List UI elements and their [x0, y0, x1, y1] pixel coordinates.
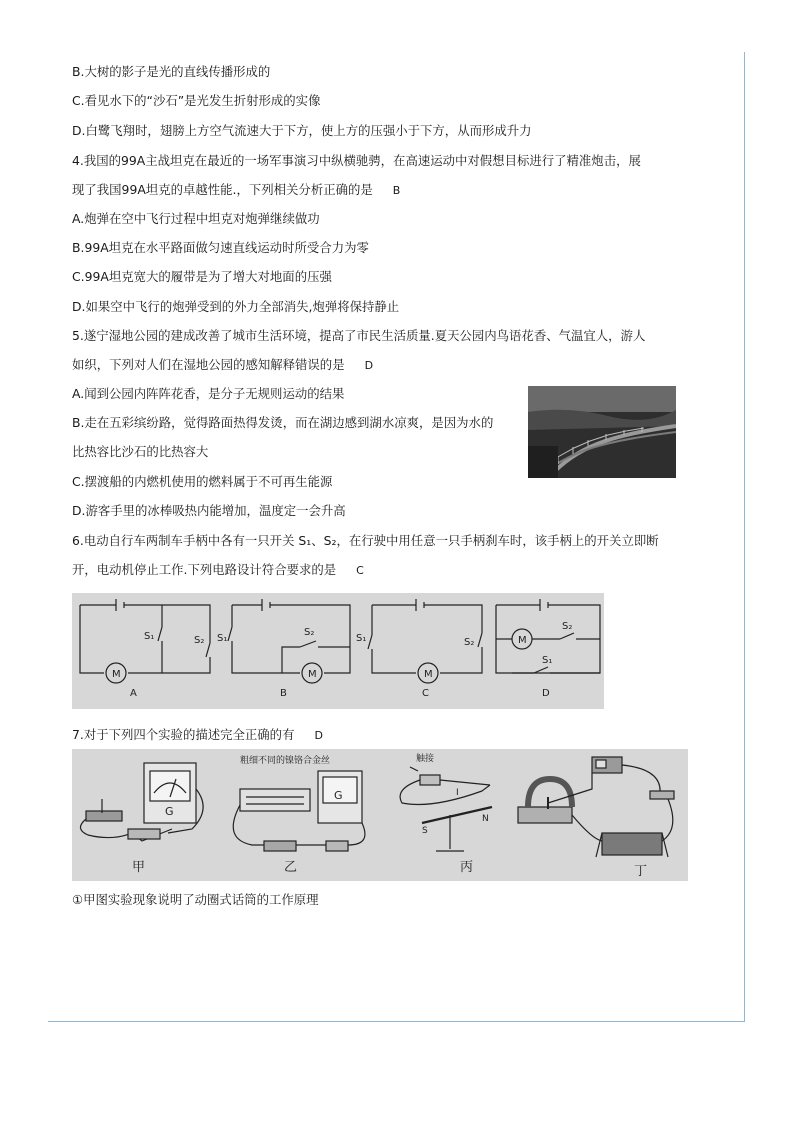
- circuit-a: [80, 599, 210, 699]
- circuit-diagrams: [72, 593, 604, 709]
- galvanometer-yi-label: G: [334, 789, 343, 802]
- question-4-answer: B: [392, 184, 401, 197]
- page-border-right: [744, 52, 745, 1022]
- option-5B-line2: 比热容比沙石的比热容大: [72, 444, 209, 459]
- label-yi: 乙: [284, 860, 298, 875]
- statement-1: ①甲图实验现象说明了动圈式话筒的工作原理: [72, 892, 319, 907]
- option-3C: C.看见水下的“沙石”是光发生折射形成的实像: [72, 93, 321, 108]
- circuit-b: [217, 599, 350, 699]
- option-label-b: B: [280, 688, 287, 699]
- motor-c-label: M: [424, 669, 433, 680]
- yi-title: 粗细不同的镍铬合金丝: [240, 756, 331, 766]
- option-4B: B.99A坦克在水平路面做匀速直线运动时所受合力为零: [72, 240, 369, 255]
- s1-c-label: S₁: [356, 633, 367, 644]
- s2-b-label: S₂: [304, 627, 315, 638]
- motor-a-label: M: [112, 669, 121, 680]
- south-pole-label: S: [422, 826, 428, 836]
- wetland-photo: [528, 386, 676, 478]
- galvanometer-jia-label: G: [165, 805, 174, 818]
- page-border-bottom: [48, 1021, 745, 1022]
- experiment-ding: [518, 757, 674, 879]
- label-ding: 丁: [634, 864, 648, 879]
- s2-c-label: S₂: [464, 637, 475, 648]
- motor-d-label: M: [518, 635, 527, 646]
- question-7-text: 7.对于下列四个实验的描述完全正确的有: [72, 727, 295, 742]
- experiment-bing: [400, 752, 492, 875]
- option-label-d: D: [542, 688, 550, 699]
- question-4-line1: 4.我国的99A主战坦克在最近的一场军事演习中纵横驰骋，在高速运动中对假想目标进行了精准炮击，展: [72, 153, 641, 168]
- experiment-yi: [233, 754, 365, 875]
- question-7: [72, 727, 323, 744]
- question-5-answer: D: [364, 359, 374, 372]
- option-4A: A.炮弹在空中飞行过程中坦克对炮弹继续做功: [72, 211, 320, 226]
- option-5A: A.闻到公园内阵阵花香，是分子无规则运动的结果: [72, 386, 345, 401]
- s2-a-label: S₂: [194, 635, 205, 646]
- s2-d-label: S₂: [562, 621, 573, 632]
- s1-d-label: S₁: [542, 655, 553, 666]
- label-bing: 丙: [460, 860, 474, 875]
- option-label-c: C: [422, 688, 429, 699]
- question-5-text: 如织，下列对人们在湿地公园的感知解释错误的是: [72, 357, 345, 372]
- s1-b-label: S₁: [217, 633, 228, 644]
- s1-a-label: S₁: [144, 631, 155, 642]
- option-3D: D.白鹭飞翔时，翅膀上方空气流速大于下方，使上方的压强小于下方，从而形成升力: [72, 123, 532, 138]
- question-6-line2: [72, 562, 364, 579]
- current-label: I: [456, 788, 459, 798]
- question-4-line2: [72, 182, 400, 199]
- option-5C: C.摆渡船的内燃机使用的燃料属于不可再生能源: [72, 474, 333, 489]
- experiment-illustrations: [72, 749, 688, 881]
- label-jia: 甲: [132, 860, 146, 875]
- north-pole-label: N: [482, 814, 489, 824]
- experiment-jia: [80, 763, 203, 875]
- circuit-d: [496, 599, 600, 699]
- bing-touch-label: 触接: [416, 754, 435, 764]
- question-4-text: 现了我国99A坦克的卓越性能.，下列相关分析正确的是: [72, 182, 373, 197]
- option-5D: D.游客手里的冰棒吸热内能增加，温度定一会升高: [72, 503, 346, 518]
- option-label-a: A: [130, 688, 137, 699]
- question-5-line2: [72, 357, 373, 374]
- motor-b-label: M: [308, 669, 317, 680]
- question-6-answer: C: [356, 564, 364, 577]
- option-4D: D.如果空中飞行的炮弹受到的外力全部消失,炮弹将保持静止: [72, 299, 400, 314]
- question-5-line1: 5.遂宁湿地公园的建成改善了城市生活环境，提高了市民生活质量.夏天公园内鸟语花香、气温宜人，游人: [72, 328, 646, 343]
- question-6-line1: 6.电动自行车两制车手柄中各有一只开关 S₁、S₂，在行驶中用任意一只手柄刹车时，该手柄上的开关立即断: [72, 533, 659, 548]
- option-5B-line1: B.走在五彩缤纷路，觉得路面热得发烫，而在湖边感到湖水凉爽，是因为水的: [72, 415, 494, 430]
- question-6-text: 开，电动机停止工作.下列电路设计符合要求的是: [72, 562, 337, 577]
- question-7-answer: D: [314, 729, 323, 742]
- circuit-c: [356, 599, 482, 699]
- option-3B: B.大树的影子是光的直线传播形成的: [72, 64, 271, 79]
- option-4C: C.99A坦克宽大的履带是为了增大对地面的压强: [72, 269, 332, 284]
